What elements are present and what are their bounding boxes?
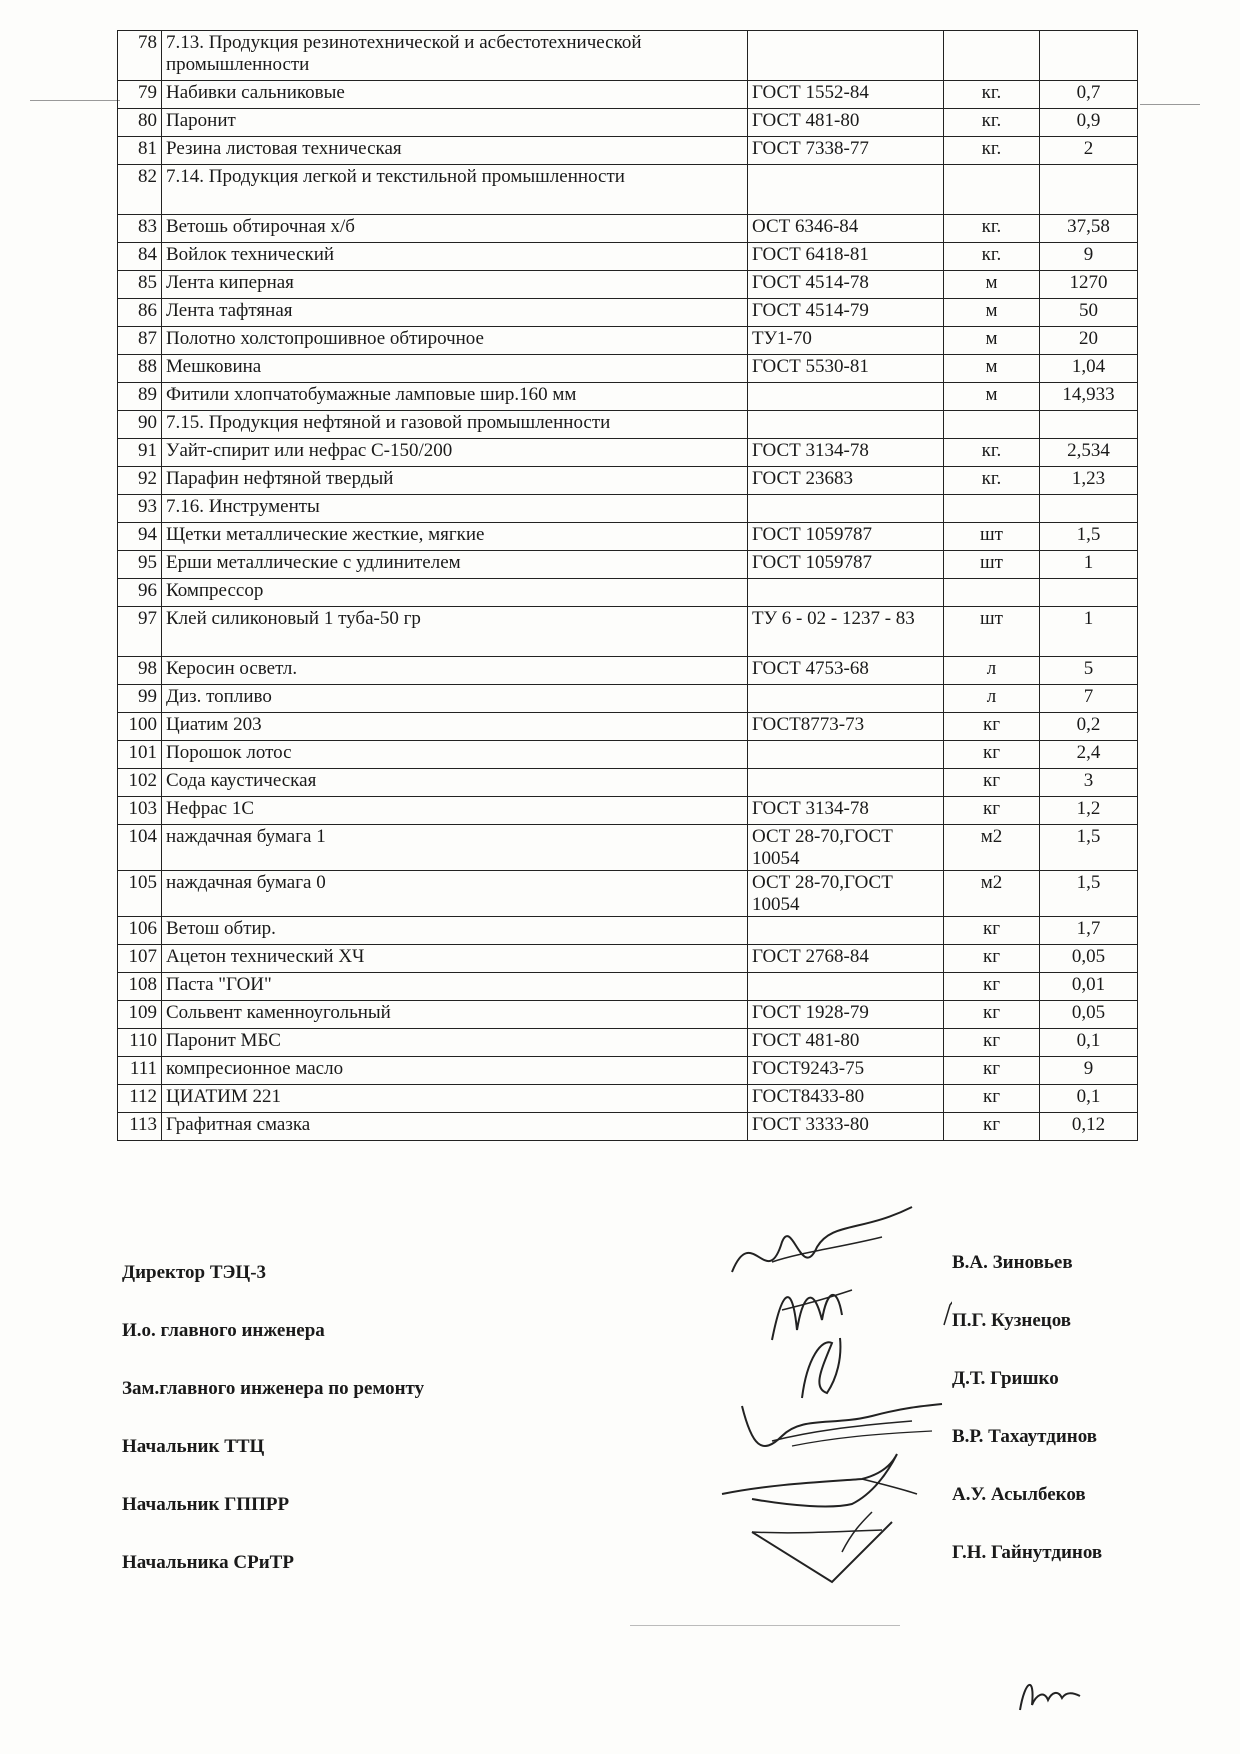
initials-mark	[1010, 1670, 1090, 1720]
unit-cell: кг	[944, 741, 1040, 769]
unit-cell	[944, 165, 1040, 215]
table-row	[118, 769, 1138, 797]
quantity-cell: 9	[1040, 1057, 1138, 1085]
row-number-cell: 103	[118, 797, 162, 825]
quantity-cell: 1,5	[1040, 871, 1138, 917]
unit-cell: шт	[944, 551, 1040, 579]
standard-cell: ГОСТ 3134-78	[748, 439, 944, 467]
table-row	[118, 797, 1138, 825]
unit-cell: кг	[944, 1001, 1040, 1029]
standard-cell	[748, 973, 944, 1001]
handwritten-signature	[712, 1492, 952, 1592]
unit-cell: м	[944, 355, 1040, 383]
unit-cell: кг.	[944, 215, 1040, 243]
scan-artifact-line	[630, 1625, 900, 1626]
unit-cell: м2	[944, 825, 1040, 871]
unit-cell: кг	[944, 973, 1040, 1001]
unit-cell: кг	[944, 945, 1040, 973]
spec-table-body	[118, 31, 1138, 1141]
unit-cell: кг.	[944, 467, 1040, 495]
item-name-cell: наждачная бумага 0	[162, 871, 748, 917]
quantity-cell: 1	[1040, 607, 1138, 657]
spec-table	[117, 30, 1138, 1141]
unit-cell: кг.	[944, 137, 1040, 165]
standard-cell: ГОСТ 23683	[748, 467, 944, 495]
row-number-cell: 85	[118, 271, 162, 299]
row-number-cell: 78	[118, 31, 162, 81]
unit-cell: м	[944, 299, 1040, 327]
item-name-cell: Фитили хлопчатобумажные ламповые шир.160 мм	[162, 383, 748, 411]
standard-cell: ГОСТ 481-80	[748, 1029, 944, 1057]
item-name-cell: Паронит МБС	[162, 1029, 748, 1057]
item-name-cell: Ерши металлические с удлинителем	[162, 551, 748, 579]
row-number-cell: 112	[118, 1085, 162, 1113]
quantity-cell: 0,7	[1040, 81, 1138, 109]
quantity-cell: 3	[1040, 769, 1138, 797]
quantity-cell: 2	[1040, 137, 1138, 165]
item-name-cell: Полотно холстопрошивное обтирочное	[162, 327, 748, 355]
quantity-cell: 37,58	[1040, 215, 1138, 243]
row-number-cell: 87	[118, 327, 162, 355]
standard-cell: ГОСТ 4753-68	[748, 657, 944, 685]
unit-cell: шт	[944, 607, 1040, 657]
table-row	[118, 713, 1138, 741]
table-row	[118, 871, 1138, 917]
row-number-cell: 102	[118, 769, 162, 797]
unit-cell: кг	[944, 1113, 1040, 1141]
quantity-cell: 0,9	[1040, 109, 1138, 137]
item-name-cell: Ветош обтир.	[162, 917, 748, 945]
row-number-cell: 93	[118, 495, 162, 523]
quantity-cell: 20	[1040, 327, 1138, 355]
row-number-cell: 90	[118, 411, 162, 439]
row-number-cell: 109	[118, 1001, 162, 1029]
row-number-cell: 84	[118, 243, 162, 271]
table-row	[118, 31, 1138, 81]
table-row	[118, 741, 1138, 769]
table-row	[118, 467, 1138, 495]
table-row	[118, 165, 1138, 215]
item-name-cell: Диз. топливо	[162, 685, 748, 713]
standard-cell: ГОСТ 481-80	[748, 109, 944, 137]
table-row	[118, 81, 1138, 109]
standard-cell: ГОСТ8773-73	[748, 713, 944, 741]
unit-cell: шт	[944, 523, 1040, 551]
standard-cell: ГОСТ 4514-78	[748, 271, 944, 299]
row-number-cell: 81	[118, 137, 162, 165]
quantity-cell: 1,04	[1040, 355, 1138, 383]
unit-cell: м2	[944, 871, 1040, 917]
quantity-cell: 50	[1040, 299, 1138, 327]
signatory-name: П.Г. Кузнецов	[952, 1310, 1072, 1331]
table-row	[118, 579, 1138, 607]
standard-cell: ГОСТ 7338-77	[748, 137, 944, 165]
table-row	[118, 137, 1138, 165]
standard-cell: ТУ 6 - 02 - 1237 - 83	[748, 607, 944, 657]
quantity-cell: 1,2	[1040, 797, 1138, 825]
table-row	[118, 383, 1138, 411]
table-row	[118, 945, 1138, 973]
item-name-cell: Паста "ГОИ"	[162, 973, 748, 1001]
table-row	[118, 495, 1138, 523]
item-name-cell: Лента тафтяная	[162, 299, 748, 327]
table-row	[118, 685, 1138, 713]
standard-cell: ТУ1-70	[748, 327, 944, 355]
quantity-cell: 5	[1040, 657, 1138, 685]
table-row	[118, 607, 1138, 657]
unit-cell	[944, 495, 1040, 523]
signature-row	[122, 1252, 1142, 1302]
unit-cell: кг	[944, 769, 1040, 797]
unit-cell: кг	[944, 1085, 1040, 1113]
signatory-name: Г.Н. Гайнутдинов	[952, 1542, 1103, 1563]
signature-title: Директор ТЭЦ-3	[122, 1262, 267, 1283]
row-number-cell: 80	[118, 109, 162, 137]
row-number-cell: 92	[118, 467, 162, 495]
standard-cell: ОСТ 6346-84	[748, 215, 944, 243]
item-name-cell: Компрессор	[162, 579, 748, 607]
table-row	[118, 917, 1138, 945]
unit-cell: м	[944, 271, 1040, 299]
unit-cell	[944, 411, 1040, 439]
signature-row	[122, 1484, 1142, 1534]
table-row	[118, 657, 1138, 685]
standard-cell	[748, 383, 944, 411]
quantity-cell	[1040, 165, 1138, 215]
standard-cell	[748, 495, 944, 523]
item-name-cell: 7.13. Продукция резинотехнической и асбестотехнической промышленности	[162, 31, 748, 81]
quantity-cell: 2,4	[1040, 741, 1138, 769]
signature-row	[122, 1542, 1142, 1592]
row-number-cell: 98	[118, 657, 162, 685]
unit-cell: кг.	[944, 439, 1040, 467]
standard-cell	[748, 769, 944, 797]
row-number-cell: 101	[118, 741, 162, 769]
standard-cell: ГОСТ 1059787	[748, 523, 944, 551]
row-number-cell: 104	[118, 825, 162, 871]
item-name-cell: Сольвент каменноугольный	[162, 1001, 748, 1029]
unit-cell: л	[944, 657, 1040, 685]
quantity-cell: 7	[1040, 685, 1138, 713]
signature-title: И.о. главного инженера	[122, 1320, 325, 1341]
item-name-cell: компресионное масло	[162, 1057, 748, 1085]
signatory-name: В.А. Зиновьев	[952, 1252, 1073, 1273]
signature-row	[122, 1310, 1142, 1360]
table-row	[118, 243, 1138, 271]
unit-cell: кг.	[944, 81, 1040, 109]
signatory-name: А.У. Асылбеков	[952, 1484, 1086, 1505]
standard-cell: ГОСТ 1059787	[748, 551, 944, 579]
row-number-cell: 107	[118, 945, 162, 973]
unit-cell: м	[944, 383, 1040, 411]
item-name-cell: Сода каустическая	[162, 769, 748, 797]
unit-cell: кг	[944, 1029, 1040, 1057]
item-name-cell: Порошок лотос	[162, 741, 748, 769]
row-number-cell: 86	[118, 299, 162, 327]
quantity-cell: 0,1	[1040, 1029, 1138, 1057]
item-name-cell: Набивки сальниковые	[162, 81, 748, 109]
row-number-cell: 99	[118, 685, 162, 713]
signature-title: Начальника СРиТР	[122, 1552, 294, 1573]
unit-cell	[944, 31, 1040, 81]
table-row	[118, 109, 1138, 137]
item-name-cell: Резина листовая техническая	[162, 137, 748, 165]
standard-cell: ГОСТ9243-75	[748, 1057, 944, 1085]
item-name-cell: Графитная смазка	[162, 1113, 748, 1141]
item-name-cell: Войлок технический	[162, 243, 748, 271]
row-number-cell: 105	[118, 871, 162, 917]
standard-cell: ГОСТ 6418-81	[748, 243, 944, 271]
item-name-cell: 7.15. Продукция нефтяной и газовой промышленности	[162, 411, 748, 439]
item-name-cell: Мешковина	[162, 355, 748, 383]
quantity-cell	[1040, 495, 1138, 523]
item-name-cell: 7.14. Продукция легкой и текстильной промышленности	[162, 165, 748, 215]
unit-cell: л	[944, 685, 1040, 713]
standard-cell: ГОСТ 4514-79	[748, 299, 944, 327]
row-number-cell: 79	[118, 81, 162, 109]
standard-cell: ГОСТ 2768-84	[748, 945, 944, 973]
scan-artifact-line	[30, 100, 120, 101]
quantity-cell: 1	[1040, 551, 1138, 579]
unit-cell: кг	[944, 713, 1040, 741]
signature-row	[122, 1368, 1142, 1418]
quantity-cell: 0,05	[1040, 1001, 1138, 1029]
table-row	[118, 1001, 1138, 1029]
standard-cell: ГОСТ 1928-79	[748, 1001, 944, 1029]
standard-cell	[748, 165, 944, 215]
item-name-cell: Уайт-спирит или нефрас С-150/200	[162, 439, 748, 467]
standard-cell: ОСТ 28-70,ГОСТ 10054	[748, 871, 944, 917]
quantity-cell: 2,534	[1040, 439, 1138, 467]
row-number-cell: 95	[118, 551, 162, 579]
quantity-cell: 0,01	[1040, 973, 1138, 1001]
standard-cell: ОСТ 28-70,ГОСТ 10054	[748, 825, 944, 871]
quantity-cell: 1,5	[1040, 825, 1138, 871]
item-name-cell: Керосин осветл.	[162, 657, 748, 685]
item-name-cell: Ацетон технический ХЧ	[162, 945, 748, 973]
table-row	[118, 439, 1138, 467]
row-number-cell: 110	[118, 1029, 162, 1057]
table-row	[118, 355, 1138, 383]
table-row	[118, 825, 1138, 871]
standard-cell	[748, 917, 944, 945]
item-name-cell: ЦИАТИМ 221	[162, 1085, 748, 1113]
row-number-cell: 113	[118, 1113, 162, 1141]
quantity-cell	[1040, 31, 1138, 81]
item-name-cell: Щетки металлические жесткие, мягкие	[162, 523, 748, 551]
signatory-name: Д.Т. Гришко	[952, 1368, 1059, 1389]
standard-cell	[748, 31, 944, 81]
quantity-cell: 1270	[1040, 271, 1138, 299]
standard-cell	[748, 579, 944, 607]
unit-cell	[944, 579, 1040, 607]
quantity-cell: 1,23	[1040, 467, 1138, 495]
signature-row	[122, 1426, 1142, 1476]
table-row	[118, 1029, 1138, 1057]
item-name-cell: Парафин нефтяной твердый	[162, 467, 748, 495]
quantity-cell: 0,1	[1040, 1085, 1138, 1113]
spec-table-wrapper	[117, 30, 1137, 1141]
table-row	[118, 523, 1138, 551]
table-row	[118, 299, 1138, 327]
unit-cell: м	[944, 327, 1040, 355]
unit-cell: кг.	[944, 109, 1040, 137]
standard-cell	[748, 411, 944, 439]
table-row	[118, 327, 1138, 355]
item-name-cell: Нефрас 1С	[162, 797, 748, 825]
scan-artifact-line	[1140, 104, 1200, 105]
row-number-cell: 100	[118, 713, 162, 741]
row-number-cell: 111	[118, 1057, 162, 1085]
row-number-cell: 82	[118, 165, 162, 215]
quantity-cell: 0,05	[1040, 945, 1138, 973]
row-number-cell: 83	[118, 215, 162, 243]
item-name-cell: Циатим 203	[162, 713, 748, 741]
quantity-cell	[1040, 579, 1138, 607]
table-row	[118, 215, 1138, 243]
table-row	[118, 1057, 1138, 1085]
unit-cell: кг	[944, 797, 1040, 825]
unit-cell: кг.	[944, 243, 1040, 271]
quantity-cell: 9	[1040, 243, 1138, 271]
row-number-cell: 91	[118, 439, 162, 467]
quantity-cell: 1,5	[1040, 523, 1138, 551]
standard-cell: ГОСТ 3333-80	[748, 1113, 944, 1141]
table-row	[118, 973, 1138, 1001]
standard-cell: ГОСТ8433-80	[748, 1085, 944, 1113]
row-number-cell: 97	[118, 607, 162, 657]
item-name-cell: 7.16. Инструменты	[162, 495, 748, 523]
table-row	[118, 1113, 1138, 1141]
table-row	[118, 411, 1138, 439]
standard-cell: ГОСТ 1552-84	[748, 81, 944, 109]
item-name-cell: Ветошь обтирочная х/б	[162, 215, 748, 243]
table-row	[118, 271, 1138, 299]
table-row	[118, 1085, 1138, 1113]
signature-title: Начальник ГППРР	[122, 1494, 290, 1515]
signature-title: Зам.главного инженера по ремонту	[122, 1378, 425, 1399]
item-name-cell: Лента киперная	[162, 271, 748, 299]
standard-cell	[748, 741, 944, 769]
row-number-cell: 94	[118, 523, 162, 551]
signatures-block	[122, 1252, 1142, 1602]
quantity-cell	[1040, 411, 1138, 439]
unit-cell: кг	[944, 917, 1040, 945]
row-number-cell: 106	[118, 917, 162, 945]
row-number-cell: 89	[118, 383, 162, 411]
unit-cell: кг	[944, 1057, 1040, 1085]
standard-cell: ГОСТ 3134-78	[748, 797, 944, 825]
quantity-cell: 1,7	[1040, 917, 1138, 945]
item-name-cell: Клей силиконовый 1 туба-50 гр	[162, 607, 748, 657]
row-number-cell: 108	[118, 973, 162, 1001]
item-name-cell: наждачная бумага 1	[162, 825, 748, 871]
item-name-cell: Паронит	[162, 109, 748, 137]
quantity-cell: 0,2	[1040, 713, 1138, 741]
quantity-cell: 14,933	[1040, 383, 1138, 411]
standard-cell	[748, 685, 944, 713]
quantity-cell: 0,12	[1040, 1113, 1138, 1141]
row-number-cell: 96	[118, 579, 162, 607]
signatory-name: В.Р. Тахаутдинов	[952, 1426, 1098, 1447]
table-row	[118, 551, 1138, 579]
standard-cell: ГОСТ 5530-81	[748, 355, 944, 383]
row-number-cell: 88	[118, 355, 162, 383]
signature-title: Начальник ТТЦ	[122, 1436, 265, 1457]
